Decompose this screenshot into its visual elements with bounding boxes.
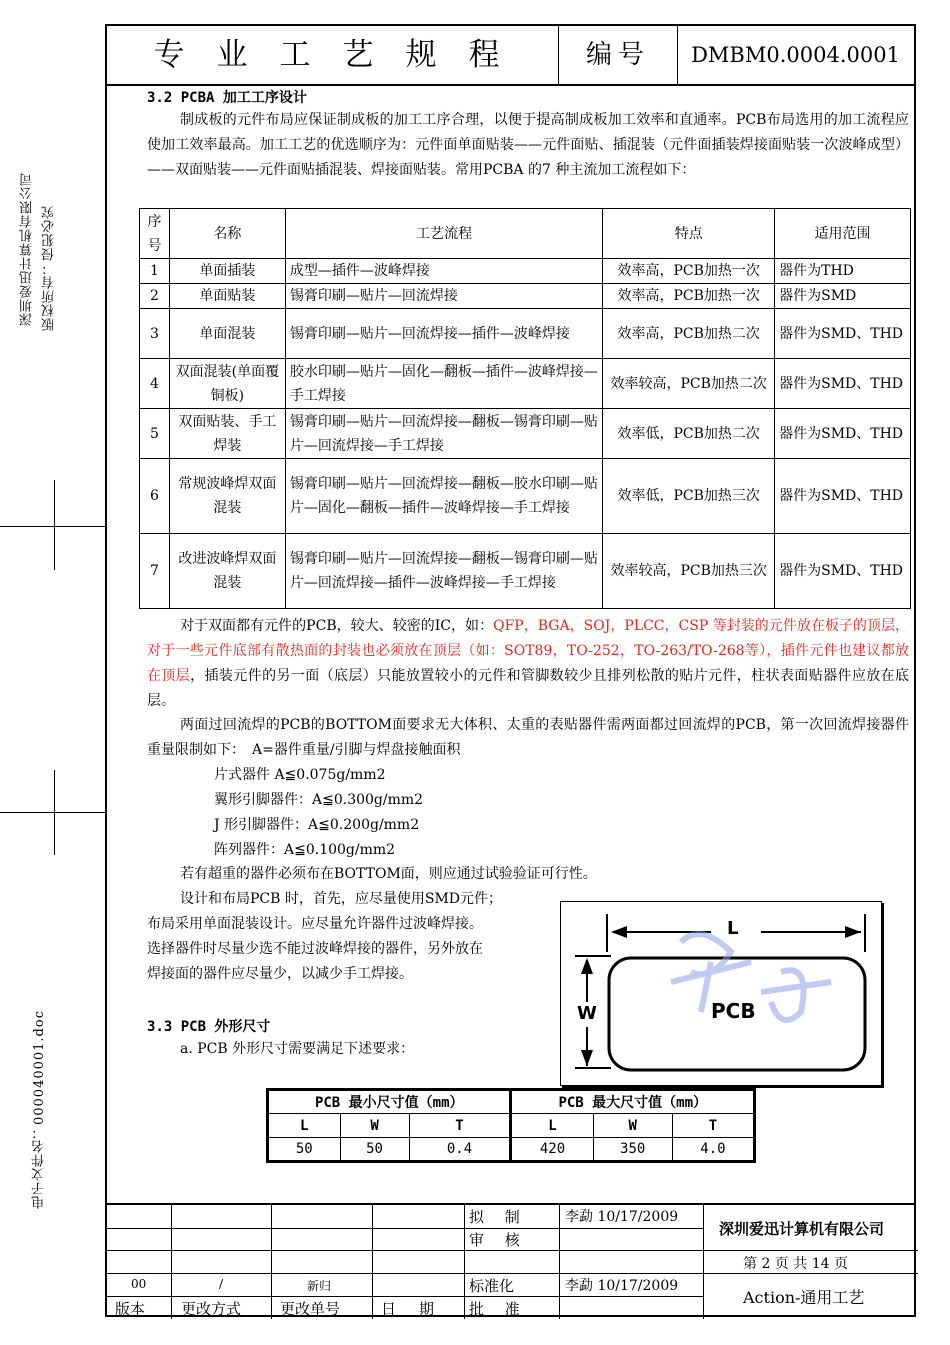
table-cell: 双面混装(单面覆铜板): [169, 359, 285, 409]
table-cell: 单面混装: [169, 309, 285, 359]
col-number: 更改单号: [280, 1300, 341, 1318]
max-t: 4.0: [672, 1138, 754, 1162]
doc-title: 专业工艺规程: [107, 26, 559, 84]
binding-mark: [0, 526, 105, 527]
min-size-title: PCB 最小尺寸值（mm）: [268, 1090, 511, 1114]
side-company: 深圳爱迅计算机有限公司: [20, 172, 35, 326]
min-w: 50: [340, 1138, 409, 1162]
table-row: [140, 459, 911, 534]
page-footer: [107, 1203, 914, 1319]
company-name: 深圳爱迅计算机有限公司: [719, 1220, 885, 1238]
layout-line-4: 焊接面的器件应尽量少，以减少手工焊接。: [147, 966, 413, 982]
col-date: 日 期: [381, 1300, 439, 1318]
binding-mark: [54, 770, 55, 855]
section-3-3-subtext: a. PCB 外形尺寸需要满足下述要求：: [180, 1041, 415, 1057]
table-header-cell: 特点: [603, 209, 775, 259]
number-label: 编号: [559, 26, 678, 84]
table-cell: 锡膏印刷—贴片—回流焊接: [285, 284, 603, 309]
table-cell: 器件为SMD、THD: [775, 409, 911, 459]
limit-chip: 片式器件 A≦0.075g/mm2: [214, 767, 386, 783]
table-row: [140, 284, 911, 309]
table-cell: 3: [140, 309, 170, 359]
table-cell: 器件为SMD、THD: [775, 309, 911, 359]
highlighted-text: QFP，BGA，SOJ，PLCC，CSP 等封装的元件放在板子的顶层，对于一些元件底部有散热面的封装也必须放在顶层（如：SOT89，TO-252，TO-263/TO-268等），插件元件也建议都放在顶层: [147, 618, 909, 684]
table-cell: 器件为SMD、THD: [775, 534, 911, 609]
table-cell: 改进波峰焊双面混装: [169, 534, 285, 609]
table-cell: 成型—插件—波峰焊接: [285, 259, 603, 284]
table-cell: 常规波峰焊双面混装: [169, 459, 285, 534]
std-value: 李勐 10/17/2009: [565, 1278, 679, 1294]
layout-line-2: 布局采用单面混装设计。应尽量允许器件过波峰焊接。: [147, 916, 483, 932]
table-cell: 6: [140, 459, 170, 534]
length-label: L: [727, 918, 739, 939]
table-cell: 器件为THD: [775, 259, 911, 284]
pcb-dimension-figure: [560, 901, 882, 1086]
table-cell: 效率高，PCB加热一次: [603, 284, 775, 309]
col-l: L: [268, 1114, 341, 1138]
approve-label: 批 准: [469, 1300, 528, 1318]
limit-array: 阵列器件：A≦0.100g/mm2: [214, 842, 396, 858]
layout-line-3: 选择器件时尽量少选不能过波峰焊接的器件，另外放在: [147, 941, 483, 957]
doc-series: Action-通用工艺: [743, 1288, 865, 1307]
table-row: [140, 534, 911, 609]
table-cell: 单面插装: [169, 259, 285, 284]
row-version: 00: [131, 1277, 147, 1291]
pcb-diagram: [561, 902, 881, 1085]
max-size-title: PCB 最大尺寸值（mm）: [511, 1090, 755, 1114]
row-method: /: [219, 1277, 224, 1291]
table-cell: 效率较高，PCB加热二次: [603, 359, 775, 409]
binding-mark: [0, 812, 105, 813]
table-cell: 5: [140, 409, 170, 459]
min-l: 50: [268, 1138, 341, 1162]
table-cell: 锡膏印刷—贴片—回流焊接—翻板—锡膏印刷—贴片—回流焊接—插件—波峰焊接—手工焊接: [285, 534, 603, 609]
side-rights: 版权所有：侵犯必究: [42, 205, 57, 331]
col-w: W: [340, 1114, 409, 1138]
col-l: L: [511, 1114, 593, 1138]
col-w: W: [593, 1114, 672, 1138]
table-cell: 4: [140, 359, 170, 409]
paragraph-double-sided: 对于双面都有元件的PCB，较大、较密的IC，如：QFP，BGA，SOJ，PLCC，CSP 等封装的元件放在板子的顶层，对于一些元件底部有散热面的封装也必须放在顶层（如：SOT89，TO-252，TO-263/TO-268等），插件元件也建议都放在顶层，插装元件的另一面（底层）只能放置较小的元件和管脚数较少且排列松散的贴片元件，柱状表面贴器件应放在底层。: [147, 618, 909, 709]
section-3-2-intro: 制成板的元件布局应保证制成板的加工工序合理，以便于提高制成板加工效率和直通率。PCB布局选用的加工流程应使加工效率最高。加工工艺的优选顺序为：元件面单面贴装——元件面贴、插混装（元件面插装焊接面贴装一次波峰成型）——双面贴装——元件面贴插混装、焊接面贴装。常用PCBA 的7 种主流加工流程如下：: [147, 112, 909, 178]
table-header-cell: 名称: [169, 209, 285, 259]
width-label: W: [577, 1003, 597, 1024]
draft-label: 拟 制: [469, 1208, 528, 1226]
page-header: [107, 26, 914, 86]
col-t: T: [672, 1114, 754, 1138]
table-cell: 1: [140, 259, 170, 284]
table-cell: 效率低，PCB加热三次: [603, 459, 775, 534]
table-cell: 锡膏印刷—贴片—回流焊接—插件—波峰焊接: [285, 309, 603, 359]
binding-mark: [54, 480, 55, 570]
draft-value: 李勐 10/17/2009: [565, 1209, 679, 1225]
page-count: 第 2 页 共 14 页: [743, 1256, 848, 1272]
col-method: 更改方式: [181, 1300, 242, 1318]
doc-number: DMBM0.0004.0001: [691, 43, 900, 67]
limit-j-lead: J 形引脚器件：A≦0.200g/mm2: [214, 817, 420, 833]
paragraph-reflow: 两面过回流焊的PCB的BOTTOM面要求无大体积、太重的表贴器件需两面都过回流焊的PCB，第一次回流焊接器件重量限制如下： A=器件重量/引脚与焊盘接触面积: [147, 717, 909, 758]
table-cell: 单面贴装: [169, 284, 285, 309]
row-number: 新归: [307, 1279, 332, 1293]
std-label: 标准化: [469, 1277, 515, 1295]
table-row: [140, 309, 911, 359]
max-l: 420: [511, 1138, 593, 1162]
table-header-cell: 序号: [140, 209, 170, 259]
paragraph-overweight: 若有超重的器件必须布在BOTTOM面，则应通过试验验证可行性。: [180, 866, 597, 882]
section-3-2-heading: 3.2 PCBA 加工工序设计: [147, 90, 307, 106]
section-3-3-heading: 3.3 PCB 外形尺寸: [147, 1019, 271, 1035]
table-cell: 7: [140, 534, 170, 609]
table-row: [140, 359, 911, 409]
table-row: [140, 409, 911, 459]
side-filename: 电子文件名：000040001.doc: [32, 1010, 47, 1210]
table-cell: 胶水印刷—贴片—固化—翻板—插件—波峰焊接—手工焊接: [285, 359, 603, 409]
min-t: 0.4: [409, 1138, 511, 1162]
table-header-cell: 工艺流程: [285, 209, 603, 259]
board-label: PCB: [711, 999, 756, 1023]
table-cell: 效率较高，PCB加热三次: [603, 534, 775, 609]
table-cell: 器件为SMD: [775, 284, 911, 309]
max-w: 350: [593, 1138, 672, 1162]
review-label: 审 核: [469, 1231, 528, 1249]
table-row: [140, 259, 911, 284]
table-cell: 2: [140, 284, 170, 309]
process-table: [139, 208, 911, 609]
table-header-cell: 适用范围: [775, 209, 911, 259]
table-cell: 锡膏印刷—贴片—回流焊接—翻板—胶水印刷—贴片—固化—翻板—插件—波峰焊接—手工焊接: [285, 459, 603, 534]
table-cell: 效率高，PCB加热一次: [603, 259, 775, 284]
table-cell: 效率低，PCB加热二次: [603, 409, 775, 459]
table-cell: 锡膏印刷—贴片—回流焊接—翻板—锡膏印刷—贴片—回流焊接—手工焊接: [285, 409, 603, 459]
table-cell: 效率高，PCB加热二次: [603, 309, 775, 359]
layout-line-1: 设计和布局PCB 时，首先，应尽量使用SMD元件；: [180, 891, 503, 907]
limit-gullwing: 翼形引脚器件：A≦0.300g/mm2: [214, 792, 424, 808]
dimension-table: [266, 1088, 756, 1163]
table-cell: 器件为SMD、THD: [775, 359, 911, 409]
col-t: T: [409, 1114, 511, 1138]
col-version: 版本: [115, 1300, 146, 1318]
table-cell: 器件为SMD、THD: [775, 459, 911, 534]
table-cell: 双面贴装、手工焊装: [169, 409, 285, 459]
